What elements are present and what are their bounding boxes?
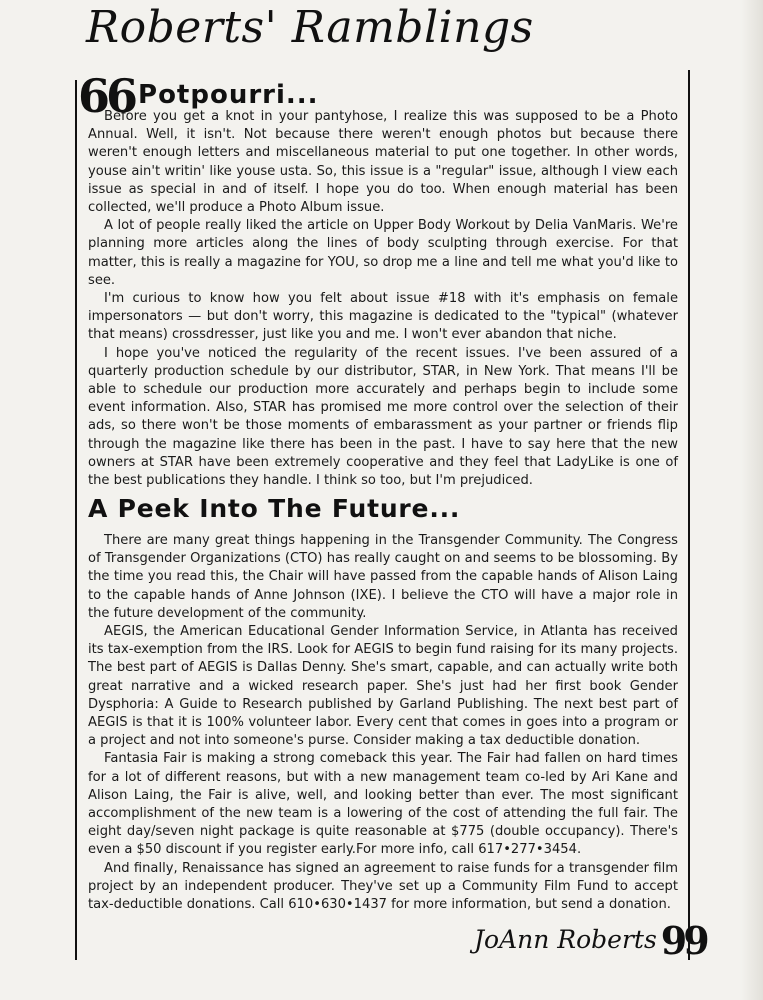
masthead-title: Roberts' Ramblings bbox=[86, 2, 534, 53]
paragraph: There are many great things happening in the Transgender Community. The Congress of Transgender Organizations (CTO) has really caught on and seems to be blossoming. By the time you read this, the Chair will have passed from the capable hands of Alison Laing to the capable hands of Anne Johnson (IXE). I believe the CTO will have a major role in the future development of the community. bbox=[88, 533, 678, 621]
paragraph: I hope you've noticed the regularity of the recent issues. I've been assured of a quarterly production schedule by our distributor, STAR, in New York. That means I'll be able to schedule our production more accurately and perhaps begin to include some event information. Also, STAR has promised me more control over the selection of their ads, so there won't be those moments of embarassment as your partner or friends flip through the magazine like there has been in the past. I have to say here that the new owners at STAR have been extremely cooperative and they feel that LadyLike is one of the best publications they handle. I think so too, but I'm prejudiced. bbox=[88, 345, 678, 489]
page-edge-shadow bbox=[741, 0, 763, 1000]
section-heading-text: Potpourri... bbox=[138, 80, 319, 110]
section-heading-future: A Peek Into The Future... bbox=[88, 494, 461, 523]
potpourri-body bbox=[88, 108, 678, 490]
paragraph: AEGIS, the American Educational Gender Information Service, in Atlanta has received its tax-exemption from the IRS. Look for AEGIS to begin fund raising for its many projects. The best part of AEGIS is Dallas Denny. She's smart, capable, and can actually write both great narrative and a wicked research paper. She's just had her first book Gender Dysphoria: A Guide to Research published by Garland Publishing. The next best part of AEGIS is that it is 100% volunteer labor. Every cent that comes in goes into a program or a project and not into someone's purse. Consider making a tax deductible donation. bbox=[88, 624, 678, 749]
author-signoff bbox=[474, 918, 706, 963]
open-quote-mark: 66 bbox=[78, 69, 135, 123]
left-column-rule bbox=[75, 80, 77, 960]
right-column-rule bbox=[688, 70, 690, 960]
close-quote-mark: 99 bbox=[660, 918, 706, 963]
paragraph: Before you get a knot in your pantyhose, I realize this was supposed to be a Photo Annual. Well, it isn't. Not because there weren't enough photos but because there weren't enough letters and miscellaneous material to put one together. In other words, youse ain't writin' like youse usta. So, this issue is a "regular" issue, although I view each issue as special in and of itself. I hope you do too. When enough material has been collected, we'll produce a Photo Album issue. bbox=[88, 109, 678, 216]
paragraph: Fantasia Fair is making a strong comeback this year. The Fair had fallen on hard times for a lot of different reasons, but with a new management team co-led by Ari Kane and Alison Laing, the Fair is alive, well, and looking better than ever. The most significant accomplishment of the new team is a lowering of the cost of attending the full fair. The eight day/seven night package is quite reasonable at $775 (double occupancy). There's even a $50 discount if you register early.For more info, call 617•277•3454. bbox=[88, 751, 678, 858]
future-body bbox=[88, 532, 678, 914]
paragraph: A lot of people really liked the article on Upper Body Workout by Delia VanMaris. We're planning more articles along the lines of body sculpting through exercise. For that matter, this is really a magazine for YOU, so drop me a line and tell me what you'd like to see. bbox=[88, 218, 678, 288]
paragraph: I'm curious to know how you felt about issue #18 with it's emphasis on female impersonators — but don't worry, this magazine is dedicated to the "typical" (whatever that means) crossdresser, just like you and me. I won't ever abandon that niche. bbox=[88, 291, 678, 343]
paragraph: And finally, Renaissance has signed an agreement to raise funds for a transgender film project by an independent producer. They've set up a Community Film Fund to accept tax-deductible donations. Call 610•630•1437 for more information, but send a donation. bbox=[88, 860, 678, 913]
author-name: JoAnn Roberts bbox=[474, 925, 657, 954]
